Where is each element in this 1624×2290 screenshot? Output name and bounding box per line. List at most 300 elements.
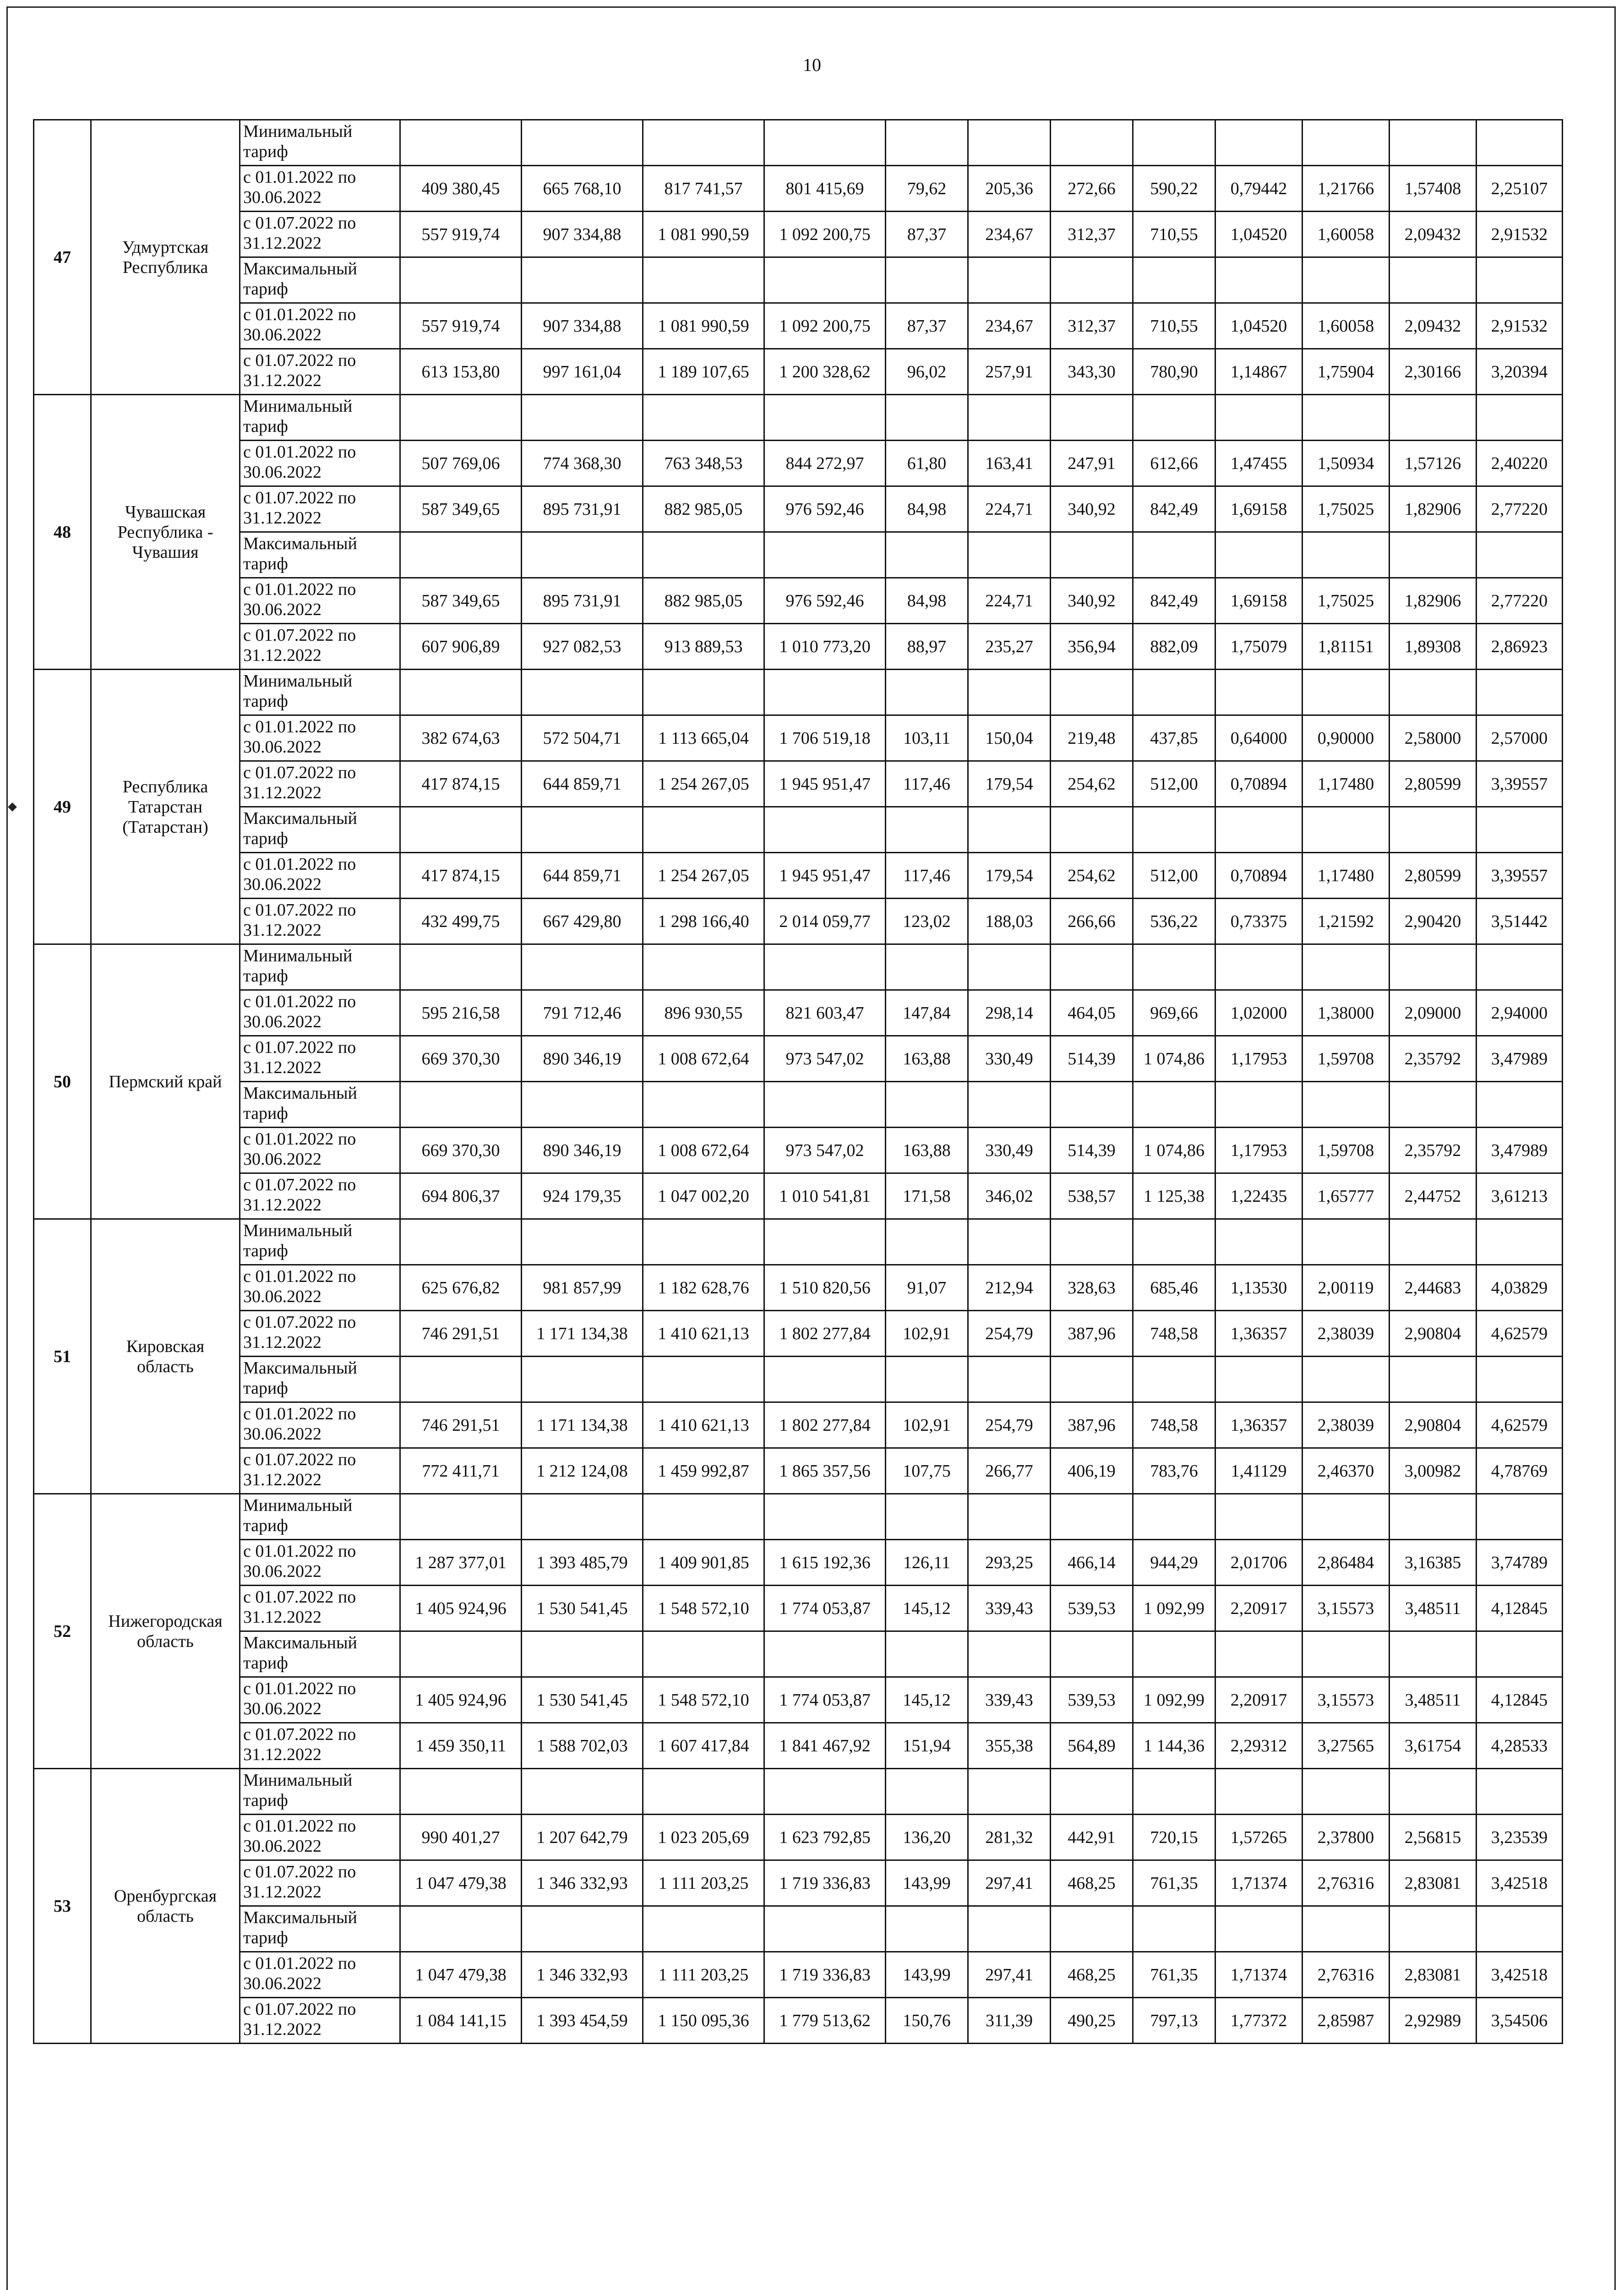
tariff-value: 514,39 <box>1051 1128 1133 1173</box>
region-number: 49 <box>34 670 91 944</box>
tariff-value: 1 841 467,92 <box>764 1723 886 1769</box>
empty-cell <box>1302 1769 1390 1815</box>
tariff-value: 117,46 <box>886 761 968 807</box>
tariff-value: 973 547,02 <box>764 1128 886 1173</box>
tariff-value: 1 144,36 <box>1133 1723 1215 1769</box>
tariff-value: 2,83081 <box>1390 1952 1477 1998</box>
empty-cell <box>1302 1082 1390 1128</box>
tariff-row <box>34 1128 1563 1173</box>
empty-cell <box>1133 1357 1215 1402</box>
tariff-value: 1,69158 <box>1215 486 1302 532</box>
tariff-value: 895 731,91 <box>522 578 643 624</box>
tariff-value: 514,39 <box>1051 1036 1133 1082</box>
min-tariff-label: Минимальный тариф <box>240 670 400 715</box>
tariff-value: 179,54 <box>968 853 1051 899</box>
tariff-value: 311,39 <box>968 1998 1051 2044</box>
tariff-value: 1 092 200,75 <box>764 212 886 257</box>
tariff-value: 625 676,82 <box>400 1265 522 1311</box>
tariff-value: 188,03 <box>968 899 1051 944</box>
empty-cell <box>1477 1494 1563 1540</box>
tariff-value: 339,43 <box>968 1677 1051 1723</box>
tariff-value: 882 985,05 <box>643 578 764 624</box>
empty-cell <box>1051 1494 1133 1540</box>
tariff-row <box>34 166 1563 212</box>
empty-cell <box>886 1082 968 1128</box>
empty-cell <box>1051 1631 1133 1677</box>
tariff-value: 890 346,19 <box>522 1036 643 1082</box>
tariff-value: 1 615 192,36 <box>764 1540 886 1586</box>
tariff-value: 0,73375 <box>1215 899 1302 944</box>
max-tariff-label: Максимальный тариф <box>240 1906 400 1952</box>
empty-cell <box>643 120 764 166</box>
tariff-value: 3,74789 <box>1477 1540 1563 1586</box>
tariff-row <box>34 1265 1563 1311</box>
tariff-value: 763 348,53 <box>643 441 764 486</box>
empty-cell <box>400 257 522 303</box>
empty-cell <box>968 1631 1051 1677</box>
tariff-row <box>34 761 1563 807</box>
empty-cell <box>643 670 764 715</box>
period-label: с 01.07.2022 по 31.12.2022 <box>240 624 400 670</box>
tariff-value: 3,27565 <box>1302 1723 1390 1769</box>
tariff-value: 1 346 332,93 <box>522 1860 643 1906</box>
period-label: с 01.07.2022 по 31.12.2022 <box>240 1311 400 1357</box>
empty-cell <box>1390 257 1477 303</box>
tariff-value: 2,83081 <box>1390 1860 1477 1906</box>
tariff-value: 254,62 <box>1051 853 1133 899</box>
tariff-value: 147,84 <box>886 990 968 1036</box>
empty-cell <box>1051 395 1133 441</box>
empty-cell <box>643 1494 764 1540</box>
tariff-value: 801 415,69 <box>764 166 886 212</box>
tariff-value: 205,36 <box>968 166 1051 212</box>
tariff-value: 783,76 <box>1133 1448 1215 1494</box>
empty-cell <box>764 1769 886 1815</box>
tariff-value: 417 874,15 <box>400 853 522 899</box>
empty-cell <box>1215 1906 1302 1952</box>
period-label: с 01.01.2022 по 30.06.2022 <box>240 715 400 761</box>
tariff-value: 1,47455 <box>1215 441 1302 486</box>
tariff-value: 224,71 <box>968 578 1051 624</box>
tariff-value: 2,85987 <box>1302 1998 1390 2044</box>
tariff-value: 3,61213 <box>1477 1173 1563 1219</box>
tariff-value: 665 768,10 <box>522 166 643 212</box>
tariff-value: 293,25 <box>968 1540 1051 1586</box>
tariff-value: 1,59708 <box>1302 1128 1390 1173</box>
tariff-value: 1 047 002,20 <box>643 1173 764 1219</box>
empty-cell <box>1302 532 1390 578</box>
tariff-row <box>34 1311 1563 1357</box>
empty-cell <box>522 1631 643 1677</box>
empty-cell <box>764 1357 886 1402</box>
tariff-value: 1,38000 <box>1302 990 1390 1036</box>
empty-cell <box>968 944 1051 990</box>
tariff-value: 1 298 166,40 <box>643 899 764 944</box>
max-tariff-label: Максимальный тариф <box>240 1082 400 1128</box>
tariff-value: 1,60058 <box>1302 303 1390 349</box>
tariff-value: 2,01706 <box>1215 1540 1302 1586</box>
tariff-value: 126,11 <box>886 1540 968 1586</box>
empty-cell <box>1390 395 1477 441</box>
tariff-value: 387,96 <box>1051 1311 1133 1357</box>
empty-cell <box>764 1219 886 1265</box>
empty-cell <box>1215 1219 1302 1265</box>
tariff-value: 1 092 200,75 <box>764 303 886 349</box>
tariff-value: 257,91 <box>968 349 1051 395</box>
tariff-value: 990 401,27 <box>400 1815 522 1860</box>
tariff-value: 2,86923 <box>1477 624 1563 670</box>
tariff-value: 1 405 924,96 <box>400 1677 522 1723</box>
tariff-value: 1 405 924,96 <box>400 1586 522 1631</box>
tariff-row <box>34 853 1563 899</box>
tariff-value: 2,76316 <box>1302 1952 1390 1998</box>
tariff-value: 143,99 <box>886 1952 968 1998</box>
tariff-value: 1 719 336,83 <box>764 1952 886 1998</box>
empty-cell <box>1390 1494 1477 1540</box>
tariff-value: 557 919,74 <box>400 303 522 349</box>
tariff-value: 1 548 572,10 <box>643 1677 764 1723</box>
empty-cell <box>400 120 522 166</box>
tariff-value: 1 588 702,03 <box>522 1723 643 1769</box>
tariff-value: 976 592,46 <box>764 486 886 532</box>
tariff-value: 343,30 <box>1051 349 1133 395</box>
tariff-value: 685,46 <box>1133 1265 1215 1311</box>
empty-cell <box>643 257 764 303</box>
tariff-value: 2,30166 <box>1390 349 1477 395</box>
tariff-value: 1,82906 <box>1390 486 1477 532</box>
min-tariff-header-row <box>34 1769 1563 1815</box>
tariff-value: 340,92 <box>1051 486 1133 532</box>
empty-cell <box>1215 1494 1302 1540</box>
region-number: 50 <box>34 944 91 1219</box>
empty-cell <box>1302 1631 1390 1677</box>
empty-cell <box>643 1357 764 1402</box>
tariff-value: 973 547,02 <box>764 1036 886 1082</box>
tariff-row <box>34 486 1563 532</box>
tariff-value: 1 111 203,25 <box>643 1860 764 1906</box>
region-number: 52 <box>34 1494 91 1769</box>
tariff-value: 907 334,88 <box>522 303 643 349</box>
tariff-value: 2,57000 <box>1477 715 1563 761</box>
tariff-value: 1 092,99 <box>1133 1586 1215 1631</box>
tariff-value: 2,35792 <box>1390 1036 1477 1082</box>
tariff-value: 0,79442 <box>1215 166 1302 212</box>
period-label: с 01.07.2022 по 31.12.2022 <box>240 1723 400 1769</box>
tariff-row <box>34 303 1563 349</box>
empty-cell <box>400 1631 522 1677</box>
tariff-value: 1,36357 <box>1215 1311 1302 1357</box>
tariff-value: 2,77220 <box>1477 486 1563 532</box>
tariff-value: 4,28533 <box>1477 1723 1563 1769</box>
period-label: с 01.01.2022 по 30.06.2022 <box>240 1402 400 1448</box>
min-tariff-header-row <box>34 1219 1563 1265</box>
min-tariff-label: Минимальный тариф <box>240 1219 400 1265</box>
tariff-value: 1,41129 <box>1215 1448 1302 1494</box>
period-label: с 01.01.2022 по 30.06.2022 <box>240 1952 400 1998</box>
tariff-value: 1,75025 <box>1302 578 1390 624</box>
tariff-value: 234,67 <box>968 212 1051 257</box>
tariff-value: 2,76316 <box>1302 1860 1390 1906</box>
period-label: с 01.01.2022 по 30.06.2022 <box>240 1677 400 1723</box>
tariff-value: 2,35792 <box>1390 1128 1477 1173</box>
tariff-value: 1 865 357,56 <box>764 1448 886 1494</box>
tariff-value: 587 349,65 <box>400 486 522 532</box>
tariff-value: 761,35 <box>1133 1952 1215 1998</box>
tariff-value: 3,47989 <box>1477 1128 1563 1173</box>
tariff-value: 997 161,04 <box>522 349 643 395</box>
tariff-value: 2,09432 <box>1390 303 1477 349</box>
tariff-value: 896 930,55 <box>643 990 764 1036</box>
empty-cell <box>1302 257 1390 303</box>
min-tariff-label: Минимальный тариф <box>240 395 400 441</box>
empty-cell <box>968 1494 1051 1540</box>
tariff-value: 1,69158 <box>1215 578 1302 624</box>
tariff-value: 266,66 <box>1051 899 1133 944</box>
tariff-value: 2,94000 <box>1477 990 1563 1036</box>
empty-cell <box>1477 395 1563 441</box>
tariff-value: 3,61754 <box>1390 1723 1477 1769</box>
min-tariff-label: Минимальный тариф <box>240 944 400 990</box>
empty-cell <box>522 1906 643 1952</box>
tariff-value: 1,50934 <box>1302 441 1390 486</box>
tariff-value: 882,09 <box>1133 624 1215 670</box>
max-tariff-label: Максимальный тариф <box>240 257 400 303</box>
tariff-value: 882 985,05 <box>643 486 764 532</box>
tariff-row <box>34 1173 1563 1219</box>
min-tariff-label: Минимальный тариф <box>240 120 400 166</box>
region-name: Республика Татарстан (Татарстан) <box>91 670 240 944</box>
empty-cell <box>1390 532 1477 578</box>
empty-cell <box>886 1631 968 1677</box>
empty-cell <box>522 944 643 990</box>
tariff-value: 539,53 <box>1051 1586 1133 1631</box>
empty-cell <box>1051 1769 1133 1815</box>
empty-cell <box>764 1906 886 1952</box>
empty-cell <box>1302 1494 1390 1540</box>
tariff-value: 117,46 <box>886 853 968 899</box>
tariff-value: 1 802 277,84 <box>764 1402 886 1448</box>
tariff-value: 234,67 <box>968 303 1051 349</box>
tariff-value: 235,27 <box>968 624 1051 670</box>
empty-cell <box>1133 1769 1215 1815</box>
tariff-value: 2,44752 <box>1390 1173 1477 1219</box>
tariff-value: 281,32 <box>968 1815 1051 1860</box>
tariff-value: 512,00 <box>1133 853 1215 899</box>
tariff-value: 2,09432 <box>1390 212 1477 257</box>
empty-cell <box>764 532 886 578</box>
tariff-value: 1 254 267,05 <box>643 853 764 899</box>
tariff-value: 4,03829 <box>1477 1265 1563 1311</box>
empty-cell <box>1477 1082 1563 1128</box>
empty-cell <box>1215 807 1302 853</box>
empty-cell <box>764 944 886 990</box>
tariff-value: 3,23539 <box>1477 1815 1563 1860</box>
empty-cell <box>1302 807 1390 853</box>
region-name: Удмуртская Республика <box>91 120 240 395</box>
tariff-value: 123,02 <box>886 899 968 944</box>
empty-cell <box>400 670 522 715</box>
tariff-value: 1,04520 <box>1215 212 1302 257</box>
tariff-value: 1 111 203,25 <box>643 1952 764 1998</box>
tariff-value: 1 410 621,13 <box>643 1402 764 1448</box>
region-name: Нижегородская область <box>91 1494 240 1769</box>
tariff-value: 710,55 <box>1133 212 1215 257</box>
tariff-value: 587 349,65 <box>400 578 522 624</box>
tariff-value: 254,79 <box>968 1311 1051 1357</box>
tariff-value: 536,22 <box>1133 899 1215 944</box>
tariff-value: 1 081 990,59 <box>643 303 764 349</box>
empty-cell <box>968 120 1051 166</box>
empty-cell <box>1477 807 1563 853</box>
tariff-row <box>34 1402 1563 1448</box>
tariff-row <box>34 212 1563 257</box>
tariff-value: 0,70894 <box>1215 761 1302 807</box>
tariff-value: 79,62 <box>886 166 968 212</box>
tariff-value: 4,78769 <box>1477 1448 1563 1494</box>
region-name: Чувашская Республика - Чувашия <box>91 395 240 670</box>
tariff-value: 0,70894 <box>1215 853 1302 899</box>
tariff-row <box>34 715 1563 761</box>
tariff-value: 1 945 951,47 <box>764 761 886 807</box>
empty-cell <box>1215 1769 1302 1815</box>
tariff-value: 339,43 <box>968 1586 1051 1631</box>
tariff-value: 746 291,51 <box>400 1311 522 1357</box>
tariff-value: 1,89308 <box>1390 624 1477 670</box>
tariff-value: 312,37 <box>1051 303 1133 349</box>
tariff-value: 1 945 951,47 <box>764 853 886 899</box>
empty-cell <box>1215 395 1302 441</box>
tariff-value: 976 592,46 <box>764 578 886 624</box>
tariff-value: 490,25 <box>1051 1998 1133 2044</box>
tariff-value: 748,58 <box>1133 1402 1215 1448</box>
period-label: с 01.01.2022 по 30.06.2022 <box>240 1540 400 1586</box>
tariff-value: 2,80599 <box>1390 761 1477 807</box>
tariff-value: 3,42518 <box>1477 1952 1563 1998</box>
tariff-value: 102,91 <box>886 1402 968 1448</box>
max-tariff-header-row <box>34 1082 1563 1128</box>
tariff-value: 512,00 <box>1133 761 1215 807</box>
tariff-value: 2,29312 <box>1215 1723 1302 1769</box>
max-tariff-label: Максимальный тариф <box>240 532 400 578</box>
tariff-value: 1 047 479,38 <box>400 1952 522 1998</box>
empty-cell <box>643 532 764 578</box>
tariff-value: 4,12845 <box>1477 1677 1563 1723</box>
tariff-value: 87,37 <box>886 303 968 349</box>
tariff-value: 613 153,80 <box>400 349 522 395</box>
empty-cell <box>1133 1906 1215 1952</box>
empty-cell <box>522 1219 643 1265</box>
tariff-value: 2,86484 <box>1302 1540 1390 1586</box>
empty-cell <box>522 1082 643 1128</box>
empty-cell <box>1390 1769 1477 1815</box>
tariff-value: 969,66 <box>1133 990 1215 1036</box>
tariff-value: 61,80 <box>886 441 968 486</box>
tariff-value: 1 010 773,20 <box>764 624 886 670</box>
tariff-value: 557 919,74 <box>400 212 522 257</box>
tariff-value: 1 023 205,69 <box>643 1815 764 1860</box>
max-tariff-header-row <box>34 1906 1563 1952</box>
tariff-value: 1 047 479,38 <box>400 1860 522 1906</box>
tariff-value: 607 906,89 <box>400 624 522 670</box>
empty-cell <box>1215 532 1302 578</box>
empty-cell <box>643 1631 764 1677</box>
tariff-value: 612,66 <box>1133 441 1215 486</box>
period-label: с 01.01.2022 по 30.06.2022 <box>240 1265 400 1311</box>
tariff-value: 2,44683 <box>1390 1265 1477 1311</box>
tariff-value: 2,37800 <box>1302 1815 1390 1860</box>
period-label: с 01.01.2022 по 30.06.2022 <box>240 990 400 1036</box>
tariff-table <box>33 119 1563 2044</box>
tariff-value: 1 150 095,36 <box>643 1998 764 2044</box>
empty-cell <box>764 257 886 303</box>
empty-cell <box>522 257 643 303</box>
tariff-value: 3,16385 <box>1390 1540 1477 1586</box>
tariff-value: 163,88 <box>886 1128 968 1173</box>
tariff-value: 442,91 <box>1051 1815 1133 1860</box>
empty-cell <box>1477 944 1563 990</box>
region-name: Кировская область <box>91 1219 240 1494</box>
tariff-value: 1,21766 <box>1302 166 1390 212</box>
tariff-value: 2,00119 <box>1302 1265 1390 1311</box>
tariff-value: 84,98 <box>886 486 968 532</box>
tariff-value: 2,20917 <box>1215 1586 1302 1631</box>
tariff-value: 1 200 328,62 <box>764 349 886 395</box>
tariff-value: 219,48 <box>1051 715 1133 761</box>
tariff-value: 2,38039 <box>1302 1311 1390 1357</box>
tariff-value: 266,77 <box>968 1448 1051 1494</box>
tariff-value: 1,14867 <box>1215 349 1302 395</box>
empty-cell <box>522 532 643 578</box>
tariff-value: 387,96 <box>1051 1402 1133 1448</box>
page-number: 10 <box>803 55 821 75</box>
max-tariff-label: Максимальный тариф <box>240 1357 400 1402</box>
tariff-value: 2,91532 <box>1477 212 1563 257</box>
min-tariff-header-row <box>34 1494 1563 1540</box>
tariff-row <box>34 1723 1563 1769</box>
empty-cell <box>643 944 764 990</box>
tariff-row <box>34 578 1563 624</box>
tariff-value: 1,21592 <box>1302 899 1390 944</box>
empty-cell <box>968 1219 1051 1265</box>
max-tariff-header-row <box>34 1631 1563 1677</box>
tariff-value: 136,20 <box>886 1815 968 1860</box>
tariff-value: 1 254 267,05 <box>643 761 764 807</box>
tariff-value: 179,54 <box>968 761 1051 807</box>
tariff-value: 0,90000 <box>1302 715 1390 761</box>
tariff-value: 1,36357 <box>1215 1402 1302 1448</box>
tariff-row <box>34 1815 1563 1860</box>
tariff-value: 1,71374 <box>1215 1860 1302 1906</box>
empty-cell <box>764 1494 886 1540</box>
tariff-value: 297,41 <box>968 1952 1051 1998</box>
tariff-row <box>34 349 1563 395</box>
tariff-value: 1 393 454,59 <box>522 1998 643 2044</box>
empty-cell <box>643 1906 764 1952</box>
empty-cell <box>1215 257 1302 303</box>
tariff-value: 907 334,88 <box>522 212 643 257</box>
tariff-row <box>34 1998 1563 2044</box>
period-label: с 01.07.2022 по 31.12.2022 <box>240 1448 400 1494</box>
tariff-value: 669 370,30 <box>400 1128 522 1173</box>
tariff-value: 4,62579 <box>1477 1402 1563 1448</box>
tariff-value: 1 008 672,64 <box>643 1128 764 1173</box>
empty-cell <box>1390 807 1477 853</box>
empty-cell <box>643 395 764 441</box>
tariff-value: 2,58000 <box>1390 715 1477 761</box>
empty-cell <box>1215 944 1302 990</box>
tariff-value: 2,91532 <box>1477 303 1563 349</box>
period-label: с 01.07.2022 по 31.12.2022 <box>240 1860 400 1906</box>
